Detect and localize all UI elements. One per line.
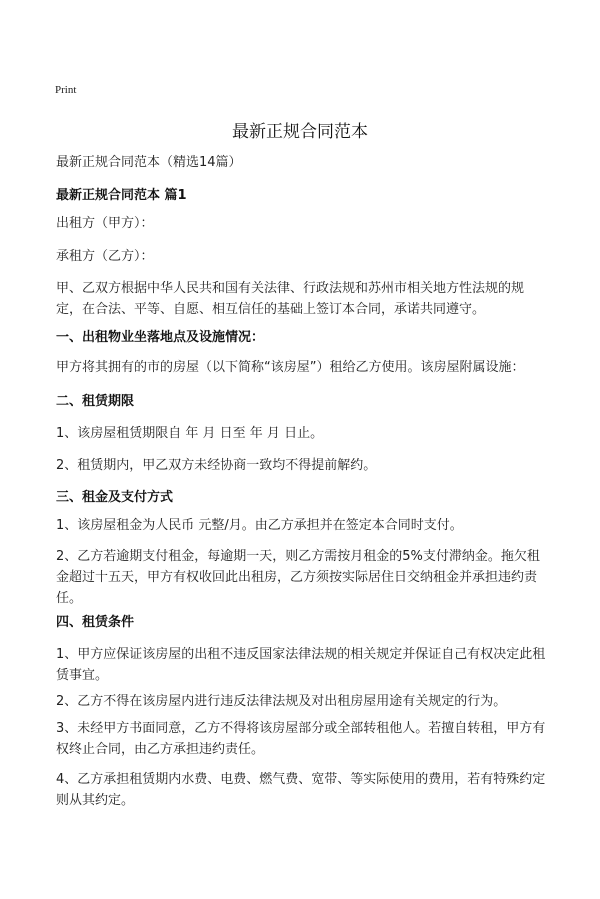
print-label[interactable]: Print bbox=[55, 84, 77, 96]
clause-paragraph: 2、乙方若逾期支付租金，每逾期一天，则乙方需按月租金的5%支付滞纳金。拖欠租金超过十五天，甲方有权收回此出租房，乙方须按实际居住日交纳租金并承担违约责任。 bbox=[56, 549, 540, 606]
clause-heading-location: 一、出租物业坐落地点及设施情况： bbox=[56, 330, 265, 345]
clause-paragraph: 2、乙方不得在该房屋内进行违反法律法规及对出租房屋用途有关规定的行为。 bbox=[56, 694, 507, 709]
clause-paragraph: 甲方将其拥有的市的房屋（以下简称“该房屋”）租给乙方使用。该房屋附属设施： bbox=[56, 360, 525, 375]
clause-paragraph: 2、租赁期内，甲乙双方未经协商一致均不得提前解约。 bbox=[56, 458, 377, 473]
document-title: 最新正规合同范本 bbox=[232, 122, 368, 142]
clause-paragraph: 3、未经甲方书面同意，乙方不得将该房屋部分或全部转租他人。若擅自转租，甲方有权终止合同，由乙方承担违约责任。 bbox=[56, 721, 546, 757]
clause-paragraph: 1、该房屋租金为人民币 元整/月。由乙方承担并在签定本合同时支付。 bbox=[56, 518, 463, 533]
clause-paragraph: 1、该房屋租赁期限自 年 月 日至 年 月 日止。 bbox=[56, 426, 324, 441]
intro-paragraph: 甲、乙双方根据中华人民共和国有关法律、行政法规和苏州市相关地方性法规的规定，在合法、平等、自愿、相互信任的基础上签订本合同，承诺共同遵守。 bbox=[56, 281, 525, 317]
clause-paragraph: 1、甲方应保证该房屋的出租不违反国家法律法规的相关规定并保证自己有权决定此租赁事宜。 bbox=[56, 647, 546, 683]
section-heading: 最新正规合同范本 篇1 bbox=[56, 188, 187, 203]
clause-heading-rent: 三、租金及支付方式 bbox=[56, 490, 174, 505]
clause-heading-term: 二、租赁期限 bbox=[56, 394, 135, 409]
document-subtitle: 最新正规合同范本（精选14篇） bbox=[56, 155, 242, 170]
clause-heading-conditions: 四、租赁条件 bbox=[56, 615, 135, 630]
clause-paragraph: 4、乙方承担租赁期内水费、电费、燃气费、宽带、等实际使用的费用，若有特殊约定则从其约定。 bbox=[56, 772, 546, 808]
lessor-line: 出租方（甲方）： bbox=[56, 216, 154, 231]
lessee-line: 承租方（乙方）： bbox=[56, 249, 154, 264]
